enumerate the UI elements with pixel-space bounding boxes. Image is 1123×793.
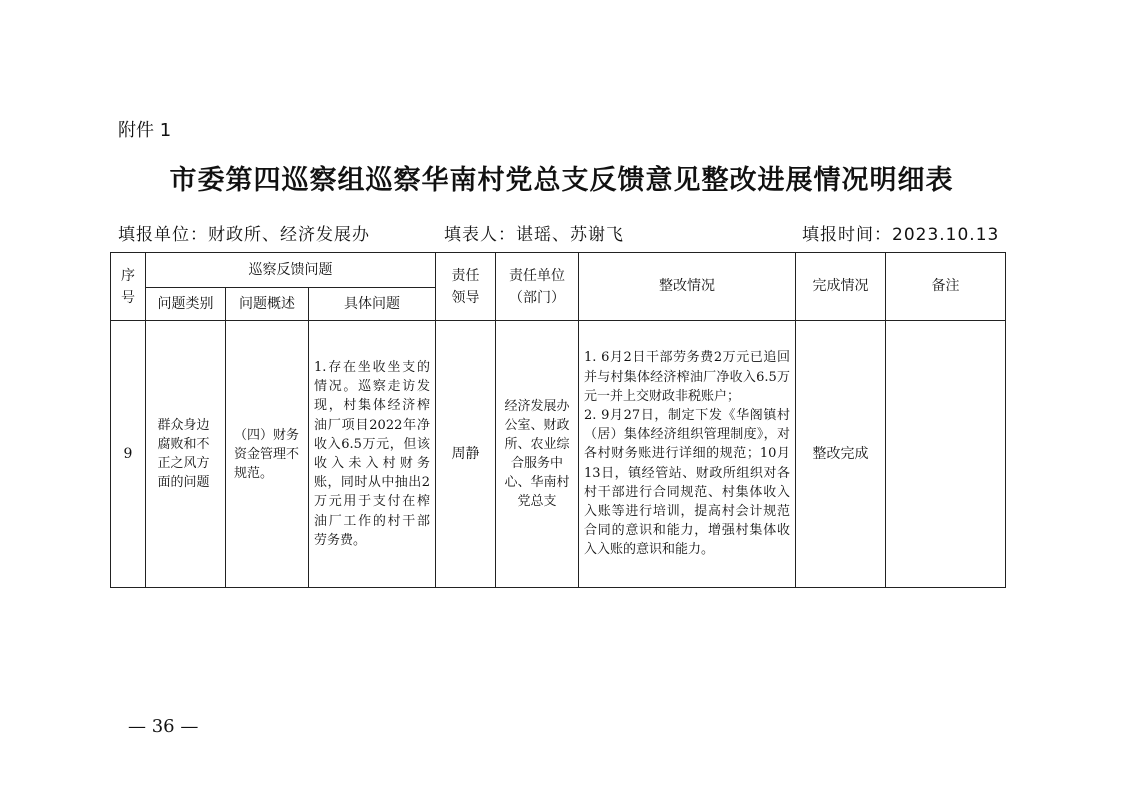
attachment-label: 附件 1 xyxy=(118,120,172,141)
header-category: 问题类别 xyxy=(146,288,226,321)
header-unit: 责任单位（部门） xyxy=(496,253,579,321)
row-seq: 9 xyxy=(111,321,146,588)
header-completion: 完成情况 xyxy=(796,253,886,321)
header-rectification: 整改情况 xyxy=(579,253,796,321)
row-remark xyxy=(886,321,1006,588)
row-leader: 周静 xyxy=(436,321,496,588)
page-number: — 36 — xyxy=(128,716,199,737)
reporting-time: 填报时间：2023.10.13 xyxy=(802,225,1000,245)
header-feedback-group: 巡察反馈问题 xyxy=(146,253,436,288)
form-filler: 填表人：谌瑶、苏谢飞 xyxy=(444,225,624,245)
table-row xyxy=(111,321,1006,588)
row-specific: 1.存在坐收坐支的情况。巡察走访发现，村集体经济榨油厂项目2022年净收入6.5万元，但该收入未入村财务账，同时从中抽出2万元用于支付在榨油厂工作的村干部劳务费。 xyxy=(309,321,436,588)
row-category: 群众身边腐败和不正之风方面的问题 xyxy=(146,321,226,588)
header-specific: 具体问题 xyxy=(309,288,436,321)
row-rectification xyxy=(579,321,796,588)
row-unit: 经济发展办公室、财政所、农业综合服务中心、华南村党总支 xyxy=(496,321,579,588)
document-title: 市委第四巡察组巡察华南村党总支反馈意见整改进展情况明细表 xyxy=(169,165,954,196)
header-seq: 序号 xyxy=(111,253,146,321)
header-leader: 责任领导 xyxy=(436,253,496,321)
rectification-item-2: 2. 9月27日，制定下发《华阁镇村（居）集体经济组织管理制度》，对各村财务账进行详细的规范；10月13日，镇经管站、财政所组织对各村干部进行合同规范、村集体收入入账等进行培训，提高村会计规范合同的意识和能力，增强村集体收入入账的意识和能力。 xyxy=(584,407,790,558)
header-summary: 问题概述 xyxy=(226,288,309,321)
header-row-1 xyxy=(111,253,1006,288)
rectification-item-1: 1. 6月2日干部劳务费2万元已追回并与村集体经济榨油厂净收入6.5万元一并上交财政非税账户； xyxy=(584,350,790,404)
row-completion: 整改完成 xyxy=(796,321,886,588)
header-remark: 备注 xyxy=(886,253,1006,321)
reporting-unit: 填报单位：财政所、经济发展办 xyxy=(118,225,370,245)
row-summary: （四）财务资金管理不规范。 xyxy=(226,321,309,588)
rectification-table xyxy=(110,252,1006,588)
